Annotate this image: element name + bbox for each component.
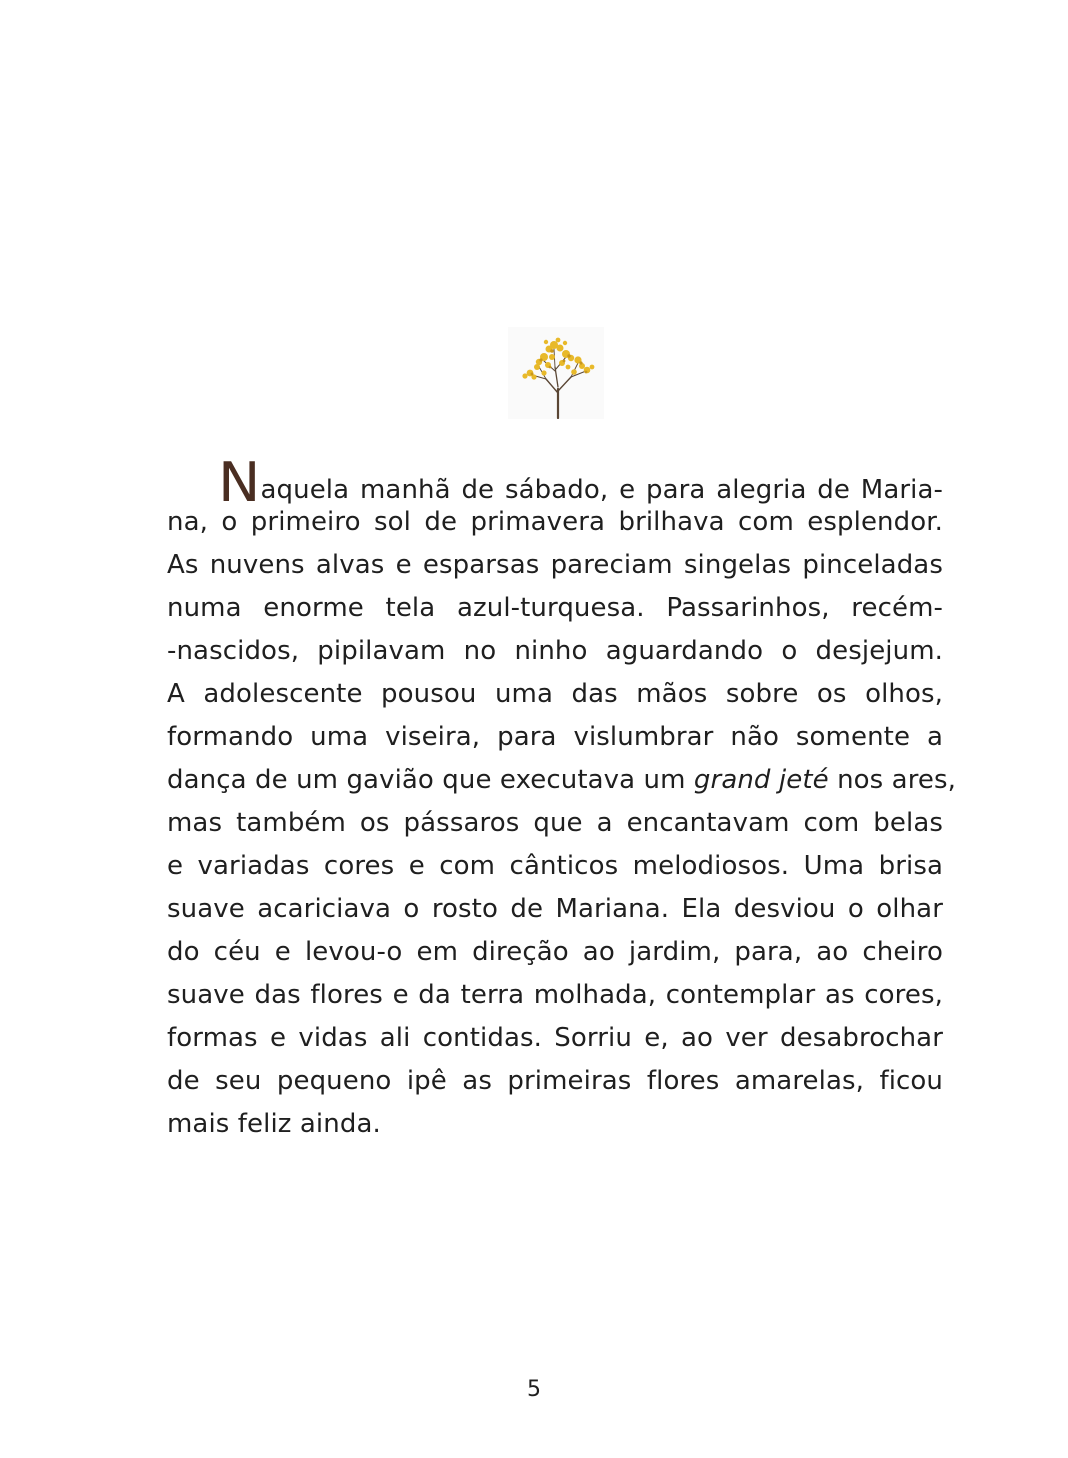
text-line-7: formando uma viseira, para vislumbrar não somente a [167, 722, 943, 752]
text-line-10: e variadas cores e com cânticos melodiosos. Uma brisa [167, 851, 943, 881]
text-line-11: suave acariciava o rosto de Mariana. Ela desviou o olhar [167, 894, 943, 924]
page-number: 5 [527, 1377, 541, 1402]
story-paragraph [167, 451, 957, 1146]
text-line-14: formas e vidas ali contidas. Sorriu e, ao ver desabrochar [167, 1023, 943, 1053]
ipe-tree-ornament [508, 327, 604, 419]
text-line-6: A adolescente pousou uma das mãos sobre os olhos, [167, 679, 943, 709]
text-line-5: -nascidos, pipilavam no ninho aguardando o desjejum. [167, 636, 943, 666]
text-line-2: na, o primeiro sol de primavera brilhava com esplendor. [167, 507, 943, 537]
text-line-16: mais feliz ainda. [167, 1109, 381, 1139]
italic-term: grand jeté [693, 765, 829, 795]
text-line-4: numa enorme tela azul-turquesa. Passarinhos, recém- [167, 593, 943, 623]
text-line-1: Naquela manhã de sábado, e para alegria de Maria- [217, 451, 943, 514]
drop-cap: N [217, 451, 261, 514]
flowering-ipe-tree-icon [508, 327, 604, 419]
text-line-13: suave das flores e da terra molhada, contemplar as cores, [167, 980, 943, 1010]
text-line-3: As nuvens alvas e esparsas pareciam singelas pinceladas [167, 550, 943, 580]
text-line-8: dança de um gavião que executava um grand jeté nos ares, [167, 765, 957, 795]
text-line-9: mas também os pássaros que a encantavam com belas [167, 808, 943, 838]
text-line-15: de seu pequeno ipê as primeiras flores amarelas, ficou [167, 1066, 943, 1096]
text-line-12: do céu e levou-o em direção ao jardim, para, ao cheiro [167, 937, 943, 967]
